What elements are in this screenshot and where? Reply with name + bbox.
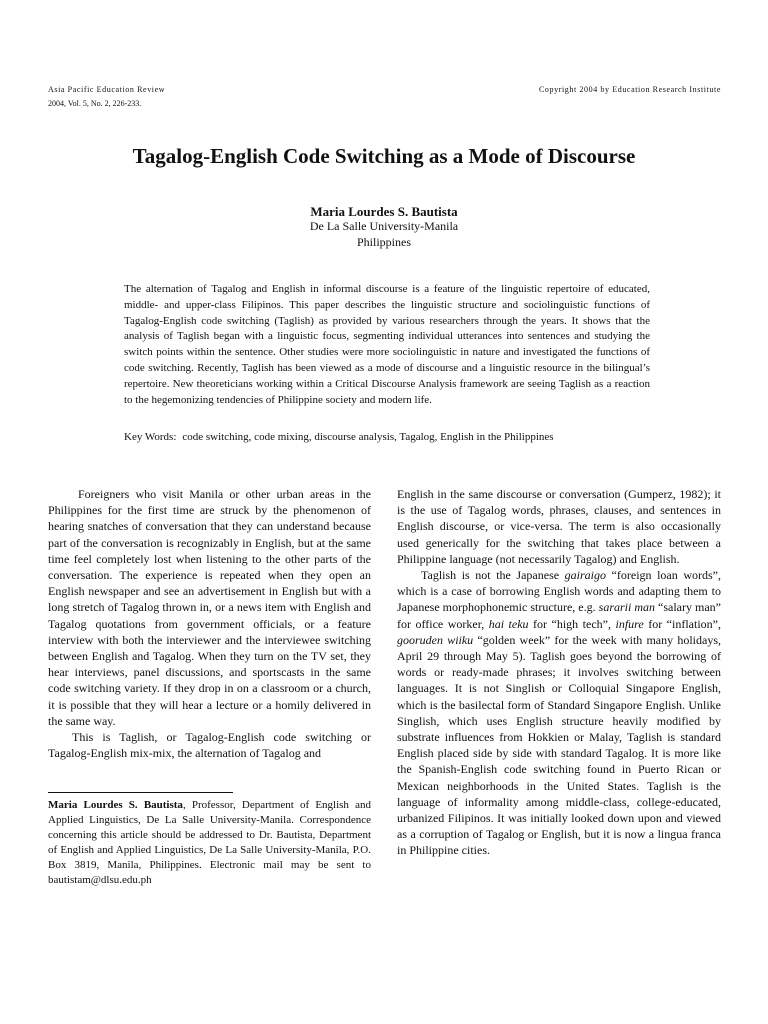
body-paragraph: Foreigners who visit Manila or other urban areas in the Philippines for the first time are struck by the phenomenon of hearing snatches of conversation that they can understand because part of the conversation is recognizably in English, but at the same time feel completely lost when listening to the other parts of the conversation. The experience is repeated when they open an English newspaper and see an advertisement in English but with a long stretch of Tagalog thrown in, or a news item with English and Tagalog quotations from government officials, or a feature interview with both the interviewer and the interviewee switching between English and Tagalog. When they turn on the TV set, they hear interviews, panel discussions, and sportscasts in the same code switching variety. If they drop in on a classroom or a church, it is possible that they will hear a lecture or a homily delivered in the same way. bbox=[48, 487, 371, 728]
body-paragraph: This is Taglish, or Tagalog-English code switching or Tagalog-English mix-mix, the alternation of Tagalog and bbox=[48, 730, 371, 761]
japanese-term: gairaigo bbox=[564, 568, 606, 583]
body-column-right bbox=[397, 486, 721, 859]
running-header-left bbox=[48, 83, 165, 111]
footnote-rule bbox=[48, 792, 233, 793]
journal-name: Asia Pacific Education Review bbox=[48, 85, 166, 94]
abstract: The alternation of Tagalog and English in informal discourse is a feature of the linguistic repertoire of educated, middle- and upper-class Filipinos. This paper describes the linguistic structure and sociolinguistic functions of Tagalog-English code switching (Taglish) as provided by various researchers through the years. It shows that the analysis of Taglish began with a linguistic focus, segmenting individual utterances into sentences and studying the switch points within the sentence. Other studies were more sociolinguistic in nature and investigated the functions of code switching. Recently, Taglish has been viewed as a mode of discourse and a linguistic resource in the bilingual’s repertoire. New theoreticians working within a Critical Discourse Analysis framework are seeing Taglish as a reaction to the hegemonizing tendencies of Philippine society and modern life. bbox=[124, 283, 650, 406]
text-run: Taglish is not the Japanese bbox=[421, 568, 565, 583]
japanese-term: gooruden wiiku bbox=[397, 632, 474, 647]
text-run: for “high tech”, bbox=[528, 616, 616, 631]
footnote-author-name: Maria Lourdes S. Bautista bbox=[48, 799, 183, 811]
body-paragraph: English in the same discourse or conversation (Gumperz, 1982); it is the use of Tagalog words, phrases, clauses, and sentences in English discourse, or vice-versa. The term is also occasionally used generically for the switching that takes place between a Philippine language (not necessarily Tagalog) and English. bbox=[397, 487, 721, 566]
text-run: “salary man” for office worker, bbox=[397, 600, 722, 631]
text-run: “foreign loan words”, which is a case of borrowing English words and adapting them to Japanese morphophonemic structure, e.g. bbox=[397, 568, 721, 615]
text-run: “golden week” for the week with many holidays, April 29 through May 5). Taglish goes beyond the borrowing of words or ready-made phrases; it involves switching between languages. It is not Singlish or Colloquial Singapore English, which is the basilectal form of Standard Singapore English. Unlike Singlish, which uses English structure heavily modified by substrate influences from Hokkien or Malay, Taglish is standard English placed side by side with standard Tagalog. It is more like the Spanish-English code switching found in Puerto Rican or Mexican neighborhoods in the United States. Taglish is the language of informality among middle-class, college-educated, urbanized Filipinos. It was initially looked down upon and viewed as a corruption of Tagalog or English, but it is now a lingua franca in Philippine cities. bbox=[397, 632, 721, 858]
keywords-text: code switching, code mixing, discourse analysis, Tagalog, English in the Philippines bbox=[182, 431, 554, 443]
japanese-term: infure bbox=[615, 616, 644, 631]
author-footnote bbox=[48, 798, 371, 888]
author-affiliation: De La Salle University-Manila bbox=[309, 219, 459, 233]
volume-info: 2004, Vol. 5, No. 2, 226-233. bbox=[48, 99, 142, 108]
paper-title: Tagalog-English Code Switching as a Mode of Discourse bbox=[132, 144, 636, 168]
author-name: Maria Lourdes S. Bautista bbox=[310, 204, 458, 219]
body-paragraph bbox=[397, 567, 721, 859]
author-country: Philippines bbox=[356, 235, 411, 249]
keywords bbox=[124, 430, 650, 445]
japanese-term: hai teku bbox=[488, 616, 529, 631]
text-run: for “inflation”, bbox=[643, 616, 721, 631]
japanese-term: sararii man bbox=[598, 600, 656, 615]
body-column-left bbox=[48, 486, 371, 761]
footnote-text: , Professor, Department of English and Applied Linguistics, De La Salle University-Manila. Correspondence concerning this article should be addressed to Dr. Bautista, Department of English and Applied Linguistics, De La Salle University-Manila, P.O. Box 3819, Manila, Philippines. Electronic mail may be sent to bautistam@dlsu.edu.ph bbox=[48, 799, 371, 886]
copyright-notice: Copyright 2004 by Education Research Institute bbox=[538, 85, 721, 94]
keywords-label: Key Words: bbox=[124, 431, 177, 443]
